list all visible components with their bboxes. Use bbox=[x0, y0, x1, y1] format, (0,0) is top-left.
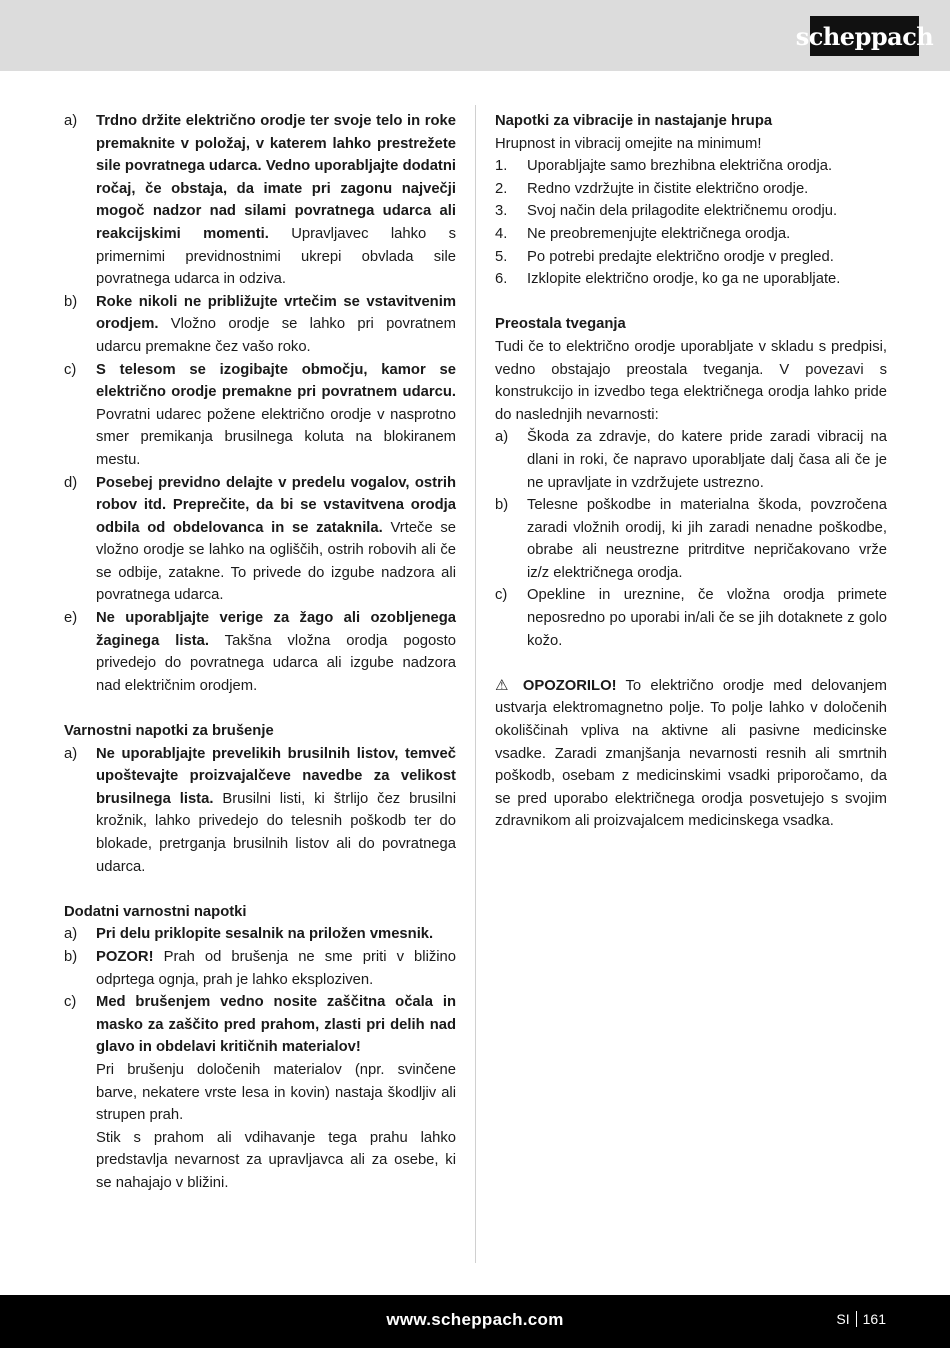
risks-intro: Tudi če to električno orodje uporabljate v skladu s predpisi, vedno obstajajo preostala tveganja. V povezavi s konstrukcijo in izvedbo tega električnega orodja lahko pride do naslednjih nevarnosti: bbox=[495, 338, 887, 423]
list-item: d) Posebej previdno delajte v predelu vogalov, ostrih robov itd. Preprečite, da bi se vstavitvena orodja odbila od obdelovanca in se zataknila. Vrteče se vložno orodje se lahko na ogliščih, ostrih robovih ali če se odbije, zatakne. To privede do izgube nadzora ali povratnega udarca. bbox=[64, 474, 456, 604]
section-heading-risks: Preostala tveganja bbox=[495, 316, 626, 333]
warning-paragraph: ⚠ OPOZORILO! To električno orodje med delovanjem ustvarja elektromagnetno polje. To polje lahko v določenih okoliščinah vpliva na aktivne ali pasivne medicinske vsadke. Zaradi zmanjšanja nevarnosti resnih ali smrtnih poškodb, osebam z medicinskimi vsadki priporočamo, da se pred uporabo električnega orodja posvetujejo s svojim zdravnikom ali proizvajalcem medicinskega vsadka. bbox=[495, 676, 887, 830]
list-item: e) Ne uporabljajte verige za žago ali ozobljenega žaginega lista. Takšna vložna orodja pogosto privedejo do povratnega udarca ali izgube nadzora nad električnim orodjem. bbox=[64, 610, 456, 694]
footer-url[interactable]: www.scheppach.com bbox=[386, 1310, 564, 1329]
language-code: SI bbox=[836, 1311, 850, 1327]
section-heading-vibration: Napotki za vibracije in nastajanje hrupa bbox=[495, 113, 773, 129]
list-item: c) Opekline in ureznine, če vložna orodja primete neposredno po uporabi in/ali če se jih dotaknete z golo kožo. bbox=[495, 587, 887, 649]
list-item: 3. Svoj način dela prilagodite električnemu orodju. bbox=[495, 203, 838, 220]
page-number bbox=[836, 1311, 886, 1327]
list-item: b) Telesne poškodbe in materialna škoda, povzročena zaradi vložnih orodij, ki jih zaradi nenadne poškodbe, obrabe ali neustrezne pritrditve nepričakovano vrže iz/z električnega orodja. bbox=[495, 497, 887, 581]
vibration-intro: Hrupnost in vibracij omejite na minimum! bbox=[495, 135, 762, 152]
footer-band bbox=[0, 1295, 950, 1348]
list-item: 1. Uporabljajte samo brezhibna električna orodja. bbox=[495, 158, 833, 175]
list-item: c) S telesom se izogibajte območju, kamor se električno orodje premakne pri povratnem udarcu. Povratni udarec požene električno orodje v nasprotno smer premikanja brusilnega koluta na blokiranem mestu. bbox=[64, 361, 456, 468]
page-number-value: 161 bbox=[862, 1311, 886, 1327]
list-item: a) Ne uporabljajte prevelikih brusilnih listov, temveč upoštevajte proizvajalčeve navedbe za velikost brusilnega lista. Brusilni listi, ki štrlijo čez brusilni krožnik, lahko privedejo do telesnih poškodb ter do blokade, pretrganja brusilnih listov ali do povratnega udarca. bbox=[64, 745, 456, 875]
warning-triangle-icon: ⚠ bbox=[495, 676, 514, 694]
list-item: 6. Izklopite električno orodje, ko ga ne uporabljate. bbox=[495, 271, 841, 288]
footer-separator bbox=[856, 1311, 857, 1327]
list-item: a) Trdno držite električno orodje ter svoje telo in roke premaknite v položaj, v katerem lahko prestrežete sile povratnega udarca. Vedno uporabljajte dodatni ročaj, če obstaja, da imate pri zagonu največji mogoč nadzor nad silami povratnega udarca ali reakcijskimi momenti. Upravljavec lahko s primernimi previdnostnimi ukrepi obvlada sile povratnega udarca in odziva. bbox=[64, 113, 456, 288]
list-item: a) Pri delu priklopite sesalnik na priložen vmesnik. bbox=[64, 926, 434, 943]
list-item: 2. Redno vzdržujte in čistite električno orodje. bbox=[495, 180, 809, 197]
column-divider bbox=[475, 105, 476, 1263]
list-item: b) Roke nikoli ne približujte vrtečim se vstavitvenim orodjem. Vložno orodje se lahko pri povratnem udarcu premakne čez vašo roko. bbox=[64, 293, 456, 355]
list-item: 5. Po potrebi predajte električno orodje v pregled. bbox=[495, 248, 834, 265]
scheppach-logo: scheppach bbox=[810, 16, 919, 56]
list-item: b) POZOR! Prah od brušenja ne sme priti v bližino odprtega ognja, prah je lahko eksploziven. bbox=[64, 948, 456, 988]
left-column bbox=[64, 110, 456, 1195]
list-item: c) Med brušenjem vedno nosite zaščitna očala in masko za zaščito pred prahom, zlasti pri delih nad glavo in obdelavi kritičnih materialov! Pri brušenju določenih materialov (npr. svinčene barve, nekatere vrste lesa in kovin) nastaja škodljiv ali strupen prah. Stik s prahom ali vdihavanje tega prahu lahko predstavlja nevarnost za upravljavca ali za osebe, ki se nahajajo v bližini. bbox=[64, 994, 456, 1191]
list-item: 4. Ne preobremenjujte električnega orodja. bbox=[495, 225, 791, 242]
right-column bbox=[495, 110, 887, 833]
section-heading-grinding: Varnostni napotki za brušenje bbox=[64, 723, 274, 740]
section-heading-additional: Dodatni varnostni napotki bbox=[64, 903, 247, 920]
list-item: a) Škoda za zdravje, do katere pride zaradi vibracij na dlani in roki, če napravo uporabljate dalj časa ali če je ne upravljate in vzdržujete ustrezno. bbox=[495, 429, 887, 491]
